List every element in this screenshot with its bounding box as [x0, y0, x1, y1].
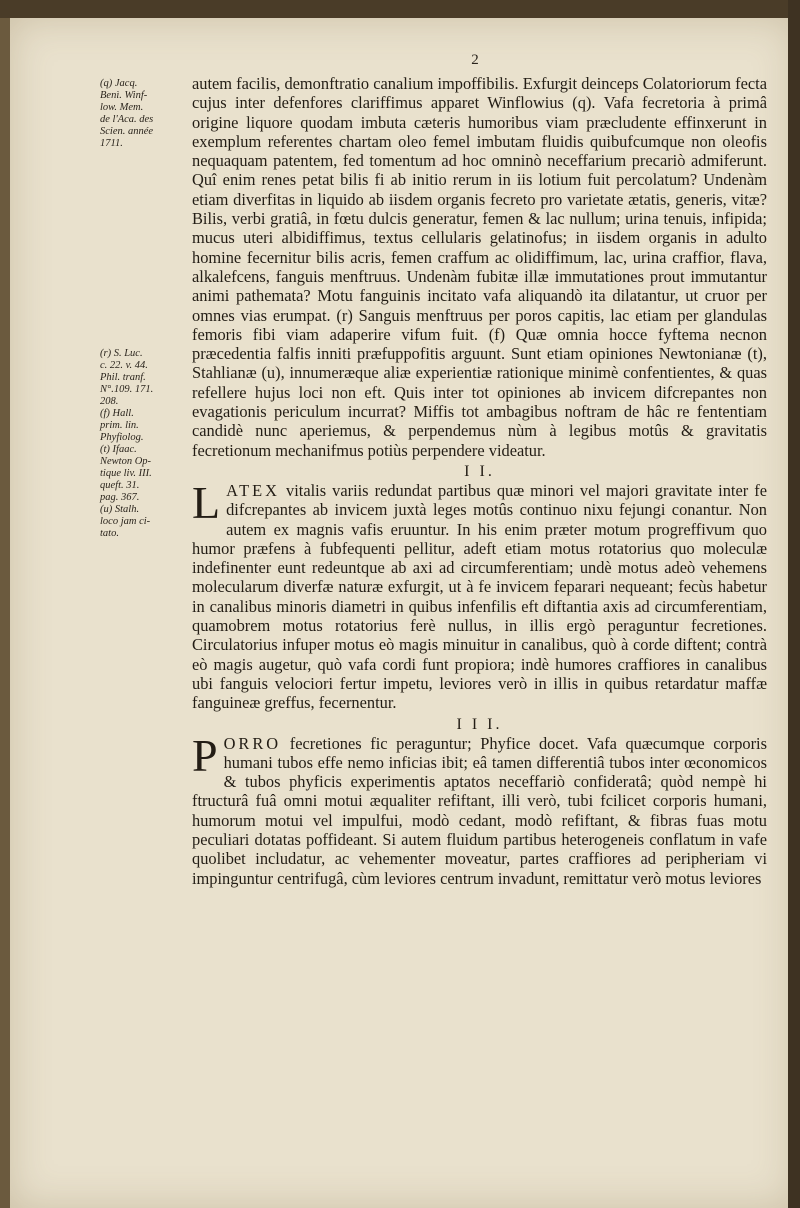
paragraph-3: [192, 729, 767, 888]
drop-cap-l: L: [192, 476, 221, 528]
margin-note-winslow: (q) Jacq. Benì. Winf- low. Mem. de l'Aca. des Scien. année 1711.: [100, 78, 154, 149]
book-top-edge: [0, 0, 800, 18]
page-number: 2: [471, 52, 479, 68]
paragraph-2: [192, 476, 767, 713]
section-heading-3: I I I.: [456, 715, 503, 733]
section-heading-2: I I.: [464, 462, 495, 480]
drop-cap-p: P: [192, 729, 218, 781]
paragraph-1: autem facilis, demonftratio canalium impoffibilis. Exfurgit deinceps Colatoriorum fecta cujus inter defenfores clariffimus apparet Winflowius (q). Vafa fecretoria à primâ origine liquore quodam imbuta cæteris humoribus viam præcludente effinxerunt in exemplum referentes chartam oleo femel imbutam fluidis quibufcumque non oleofis nequaquam patentem, fed tomentum ad hoc omninò neceffarium precariò admiferunt. Quî enim renes petat bilis fi ab initio rerum in iis lotium fuit percolatum? Undenàm etiam diverfitas in liquido ab iisdem organis fecreto pro varietate ætatis, generis, vitæ? Bilis, verbi gratiâ, in fœtu dulcis generatur, femen & lac nullum; urina tenuis, infipida; mucus uteri albidiffimus, textus cellularis gelatinofus; in iisdem organis in adulto homine fecernitur bilis acris, femen craffum ac olidiffimum, lac, urina craffior, flava, alkalefcens, fanguis menftruus. Undenàm fubitæ illæ immutationes prout immutantur animi pathemata? Motu fanguinis incitato vafa aliquandò ita dilatantur, ut cruor per omnes vias erumpat. (r) Sanguis menftruus per poros capitis, lac etiam per glandulas femoris fibi viam adaperire vifum fuit. (f) Quæ omnia hocce fyftema necnon præcedentia falfis inniti præfuppofitis arguunt. Sunt etiam opiniones Newtonianæ (t), Stahlianæ (u), innumeræque aliæ experientiæ rationique minimè confentientes, & quas refellere hujus loci non eft. Quis inter tot opiniones ab invicem difcrepantes non evagationis periculum incurrat? Miffis tot ambagibus noftram de hâc re fententiam candidè nunc aperiemus, & perpendemus nùm à legibus motûs & gravitatis fecretionum mechanifmus potiùs perpendere videatur.: [192, 74, 767, 460]
main-text: [192, 74, 767, 888]
paragraph-2-text: vitalis variis redundat partibus quæ minori vel majori gravitate inter fe difcrepantes ab invicem juxtà leges motûs continuo nixu fejungi conantur. Non autem ex magnis vafis eruuntur. In his enim præter motum progreffivum quo humor præfens à fubfequenti pellitur, adeft etiam motus rotatorius quo moleculæ indefinenter eunt redeuntque ab axi ad circumferentiam; undè motus adeò vehemens molecularum diverfæ naturæ exfurgit, ut à fe invicem feparari nequeant; fecùs habetur in canalibus minoris diametri in quibus infenfilis eft diftantia axis ad circumferentiam, quamobrem motus rotatorius ferè nullus, in illis ergò peraguntur fecretiones. Circulatorius infuper motus eò magis minuitur in canalibus, quò à corde diftent; contrà eò magis augetur, quò vafa cordi funt propiora; indè humores craffiores in canalibus ubi fanguis velociori fertur impetu, leviores verò in illis in quibus retardatur maffæ fanguineæ greffus, fecernentur.: [192, 480, 767, 713]
book-gutter: [788, 0, 800, 1208]
margin-notes: [100, 78, 180, 540]
margin-note-references: (r) S. Luc. c. 22. v. 44. Phil. tranf. N°.109. 171. 208. (f) Hall. prim. lin. Phyfiolog. (t) Ifaac. Newton Op- tique liv. III. queft. 31. pag. 367. (u) Stalh. loco jam ci- tato.: [100, 348, 154, 539]
first-word: ORRO: [223, 733, 282, 753]
first-word: ATEX: [226, 480, 280, 500]
paragraph-3-text: fecretiones fic peraguntur; Phyfice docet. Vafa quæcumque corporis humani tubos effe nemo inficias ibit; eâ tamen differentiâ tubos inter œconomicos & tubos phyficis experimentis aptatos neceffariò confideratâ; quòd nempè hi ftructurâ fuâ omni motui æqualiter refiftant, illi verò, tubi fcilicet corporis humani, humorum motui vel impulfui, modò cedant, modò refiftant, & fibras fuas motu peculiari dotatas poffideant. Si autem fluidum partibus heterogeneis conflatum in vafe quolibet includatur, ac vehementer moveatur, partes craffiores ad peripheriam vi impinguntur centrifugâ, cùm leviores centrum invadunt, remittatur verò motus leviores: [192, 733, 767, 888]
